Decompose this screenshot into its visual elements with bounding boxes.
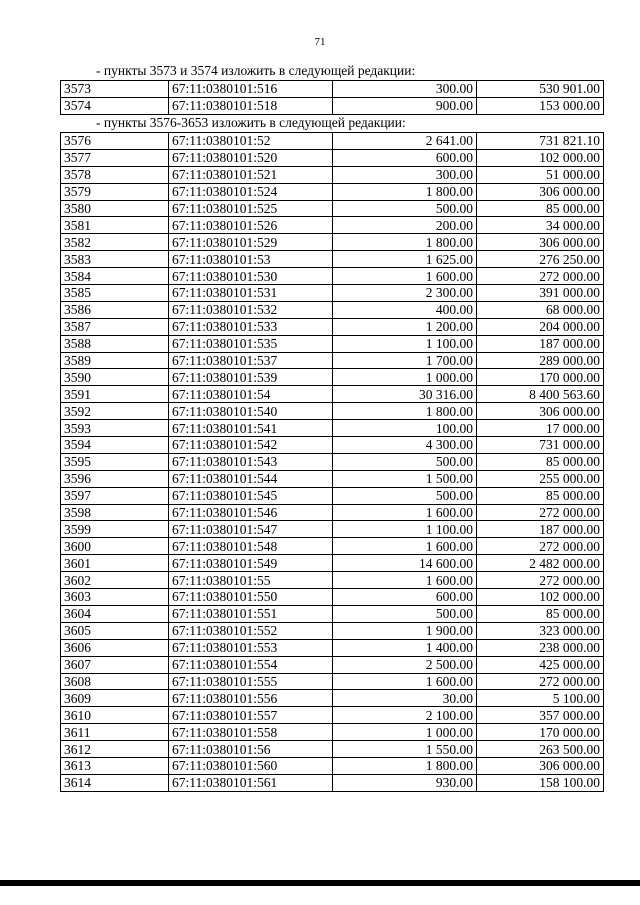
cadastral-number-cell: 67:11:0380101:552	[169, 622, 333, 639]
table-row	[61, 774, 604, 791]
value-cell: 102 000.00	[477, 149, 604, 166]
value-cell: 306 000.00	[477, 234, 604, 251]
table-row	[61, 656, 604, 673]
item-number-cell: 3576	[61, 133, 169, 150]
table-row	[61, 166, 604, 183]
cadastral-number-cell: 67:11:0380101:535	[169, 335, 333, 352]
cadastral-number-cell: 67:11:0380101:530	[169, 268, 333, 285]
cadastral-number-cell: 67:11:0380101:544	[169, 470, 333, 487]
value-cell: 8 400 563.60	[477, 386, 604, 403]
value-cell: 272 000.00	[477, 538, 604, 555]
area-cell: 900.00	[333, 97, 477, 114]
table-row	[61, 183, 604, 200]
area-cell: 930.00	[333, 774, 477, 791]
table-row	[61, 268, 604, 285]
parcel-table-3576-3653	[60, 132, 604, 792]
area-cell: 1 100.00	[333, 335, 477, 352]
table-row	[61, 133, 604, 150]
table-row	[61, 200, 604, 217]
area-cell: 1 550.00	[333, 741, 477, 758]
table-row	[61, 589, 604, 606]
cadastral-number-cell: 67:11:0380101:56	[169, 741, 333, 758]
value-cell: 306 000.00	[477, 403, 604, 420]
item-number-cell: 3593	[61, 420, 169, 437]
value-cell: 85 000.00	[477, 605, 604, 622]
item-number-cell: 3611	[61, 724, 169, 741]
item-number-cell: 3599	[61, 521, 169, 538]
amendment-intro-3573-3574: - пункты 3573 и 3574 изложить в следующей редакции:	[96, 63, 416, 78]
value-cell: 238 000.00	[477, 639, 604, 656]
table-row	[61, 470, 604, 487]
table-row	[61, 707, 604, 724]
cadastral-number-cell: 67:11:0380101:533	[169, 318, 333, 335]
table-row	[61, 217, 604, 234]
cadastral-number-cell: 67:11:0380101:557	[169, 707, 333, 724]
item-number-cell: 3588	[61, 335, 169, 352]
item-number-cell: 3592	[61, 403, 169, 420]
item-number-cell: 3601	[61, 555, 169, 572]
cadastral-number-cell: 67:11:0380101:529	[169, 234, 333, 251]
item-number-cell: 3613	[61, 757, 169, 774]
cadastral-number-cell: 67:11:0380101:532	[169, 301, 333, 318]
value-cell: 731 000.00	[477, 437, 604, 454]
area-cell: 1 900.00	[333, 622, 477, 639]
value-cell: 425 000.00	[477, 656, 604, 673]
area-cell: 1 600.00	[333, 673, 477, 690]
item-number-cell: 3587	[61, 318, 169, 335]
value-cell: 85 000.00	[477, 487, 604, 504]
area-cell: 500.00	[333, 487, 477, 504]
item-number-cell: 3577	[61, 149, 169, 166]
table-row	[61, 555, 604, 572]
cadastral-number-cell: 67:11:0380101:548	[169, 538, 333, 555]
table-row	[61, 622, 604, 639]
table-row	[61, 504, 604, 521]
value-cell: 306 000.00	[477, 183, 604, 200]
cadastral-number-cell: 67:11:0380101:516	[169, 81, 333, 98]
table-row	[61, 352, 604, 369]
value-cell: 102 000.00	[477, 589, 604, 606]
cadastral-number-cell: 67:11:0380101:53	[169, 251, 333, 268]
table-row	[61, 605, 604, 622]
table-row	[61, 453, 604, 470]
value-cell: 272 000.00	[477, 268, 604, 285]
area-cell: 1 800.00	[333, 183, 477, 200]
area-cell: 500.00	[333, 453, 477, 470]
value-cell: 272 000.00	[477, 572, 604, 589]
table-row	[61, 386, 604, 403]
table-row	[61, 149, 604, 166]
item-number-cell: 3590	[61, 369, 169, 386]
cadastral-number-cell: 67:11:0380101:561	[169, 774, 333, 791]
table-row	[61, 724, 604, 741]
value-cell: 85 000.00	[477, 200, 604, 217]
table-row	[61, 81, 604, 98]
area-cell: 1 000.00	[333, 369, 477, 386]
cadastral-number-cell: 67:11:0380101:560	[169, 757, 333, 774]
parcel-table-3573-3574	[60, 80, 604, 115]
table-row	[61, 639, 604, 656]
table-row	[61, 521, 604, 538]
area-cell: 1 700.00	[333, 352, 477, 369]
area-cell: 1 600.00	[333, 504, 477, 521]
cadastral-number-cell: 67:11:0380101:541	[169, 420, 333, 437]
area-cell: 30.00	[333, 690, 477, 707]
table-row	[61, 251, 604, 268]
item-number-cell: 3573	[61, 81, 169, 98]
area-cell: 1 100.00	[333, 521, 477, 538]
table-row	[61, 234, 604, 251]
value-cell: 34 000.00	[477, 217, 604, 234]
area-cell: 1 400.00	[333, 639, 477, 656]
item-number-cell: 3594	[61, 437, 169, 454]
value-cell: 5 100.00	[477, 690, 604, 707]
item-number-cell: 3609	[61, 690, 169, 707]
area-cell: 1 600.00	[333, 572, 477, 589]
cadastral-number-cell: 67:11:0380101:531	[169, 285, 333, 302]
cadastral-number-cell: 67:11:0380101:547	[169, 521, 333, 538]
item-number-cell: 3603	[61, 589, 169, 606]
amendment-intro-3576-3653: - пункты 3576-3653 изложить в следующей редакции:	[96, 115, 406, 130]
item-number-cell: 3591	[61, 386, 169, 403]
item-number-cell: 3595	[61, 453, 169, 470]
area-cell: 500.00	[333, 200, 477, 217]
item-number-cell: 3612	[61, 741, 169, 758]
item-number-cell: 3578	[61, 166, 169, 183]
item-number-cell: 3583	[61, 251, 169, 268]
area-cell: 30 316.00	[333, 386, 477, 403]
table-row	[61, 690, 604, 707]
area-cell: 400.00	[333, 301, 477, 318]
table-row	[61, 420, 604, 437]
table-row	[61, 369, 604, 386]
table-row	[61, 403, 604, 420]
cadastral-number-cell: 67:11:0380101:542	[169, 437, 333, 454]
cadastral-number-cell: 67:11:0380101:537	[169, 352, 333, 369]
area-cell: 4 300.00	[333, 437, 477, 454]
value-cell: 357 000.00	[477, 707, 604, 724]
value-cell: 530 901.00	[477, 81, 604, 98]
table-row	[61, 487, 604, 504]
item-number-cell: 3580	[61, 200, 169, 217]
value-cell: 187 000.00	[477, 521, 604, 538]
value-cell: 153 000.00	[477, 97, 604, 114]
value-cell: 204 000.00	[477, 318, 604, 335]
item-number-cell: 3597	[61, 487, 169, 504]
area-cell: 600.00	[333, 589, 477, 606]
cadastral-number-cell: 67:11:0380101:549	[169, 555, 333, 572]
value-cell: 51 000.00	[477, 166, 604, 183]
cadastral-number-cell: 67:11:0380101:551	[169, 605, 333, 622]
area-cell: 1 000.00	[333, 724, 477, 741]
item-number-cell: 3584	[61, 268, 169, 285]
item-number-cell: 3589	[61, 352, 169, 369]
cadastral-number-cell: 67:11:0380101:526	[169, 217, 333, 234]
value-cell: 68 000.00	[477, 301, 604, 318]
cadastral-number-cell: 67:11:0380101:525	[169, 200, 333, 217]
footer-rule	[0, 880, 640, 886]
item-number-cell: 3610	[61, 707, 169, 724]
table-row	[61, 538, 604, 555]
area-cell: 14 600.00	[333, 555, 477, 572]
value-cell: 158 100.00	[477, 774, 604, 791]
area-cell: 2 641.00	[333, 133, 477, 150]
area-cell: 200.00	[333, 217, 477, 234]
table-row	[61, 673, 604, 690]
value-cell: 85 000.00	[477, 453, 604, 470]
table-row	[61, 741, 604, 758]
cadastral-number-cell: 67:11:0380101:543	[169, 453, 333, 470]
item-number-cell: 3604	[61, 605, 169, 622]
item-number-cell: 3581	[61, 217, 169, 234]
table-row	[61, 572, 604, 589]
area-cell: 1 800.00	[333, 234, 477, 251]
area-cell: 100.00	[333, 420, 477, 437]
value-cell: 731 821.10	[477, 133, 604, 150]
item-number-cell: 3600	[61, 538, 169, 555]
item-number-cell: 3586	[61, 301, 169, 318]
area-cell: 1 800.00	[333, 403, 477, 420]
item-number-cell: 3602	[61, 572, 169, 589]
area-cell: 300.00	[333, 166, 477, 183]
cadastral-number-cell: 67:11:0380101:524	[169, 183, 333, 200]
item-number-cell: 3605	[61, 622, 169, 639]
area-cell: 2 500.00	[333, 656, 477, 673]
value-cell: 255 000.00	[477, 470, 604, 487]
value-cell: 272 000.00	[477, 504, 604, 521]
value-cell: 323 000.00	[477, 622, 604, 639]
table-row	[61, 301, 604, 318]
area-cell: 1 500.00	[333, 470, 477, 487]
value-cell: 306 000.00	[477, 757, 604, 774]
value-cell: 391 000.00	[477, 285, 604, 302]
cadastral-number-cell: 67:11:0380101:554	[169, 656, 333, 673]
item-number-cell: 3608	[61, 673, 169, 690]
cadastral-number-cell: 67:11:0380101:546	[169, 504, 333, 521]
area-cell: 1 600.00	[333, 538, 477, 555]
item-number-cell: 3607	[61, 656, 169, 673]
value-cell: 2 482 000.00	[477, 555, 604, 572]
cadastral-number-cell: 67:11:0380101:520	[169, 149, 333, 166]
cadastral-number-cell: 67:11:0380101:54	[169, 386, 333, 403]
cadastral-number-cell: 67:11:0380101:52	[169, 133, 333, 150]
cadastral-number-cell: 67:11:0380101:55	[169, 572, 333, 589]
item-number-cell: 3582	[61, 234, 169, 251]
area-cell: 1 200.00	[333, 318, 477, 335]
item-number-cell: 3579	[61, 183, 169, 200]
area-cell: 1 625.00	[333, 251, 477, 268]
item-number-cell: 3596	[61, 470, 169, 487]
value-cell: 170 000.00	[477, 369, 604, 386]
cadastral-number-cell: 67:11:0380101:550	[169, 589, 333, 606]
value-cell: 276 250.00	[477, 251, 604, 268]
table-row	[61, 757, 604, 774]
table-row	[61, 97, 604, 114]
table-row	[61, 285, 604, 302]
table-row	[61, 335, 604, 352]
value-cell: 170 000.00	[477, 724, 604, 741]
cadastral-number-cell: 67:11:0380101:518	[169, 97, 333, 114]
cadastral-number-cell: 67:11:0380101:553	[169, 639, 333, 656]
cadastral-number-cell: 67:11:0380101:521	[169, 166, 333, 183]
area-cell: 600.00	[333, 149, 477, 166]
value-cell: 272 000.00	[477, 673, 604, 690]
cadastral-number-cell: 67:11:0380101:540	[169, 403, 333, 420]
item-number-cell: 3614	[61, 774, 169, 791]
cadastral-number-cell: 67:11:0380101:558	[169, 724, 333, 741]
value-cell: 17 000.00	[477, 420, 604, 437]
value-cell: 289 000.00	[477, 352, 604, 369]
area-cell: 1 600.00	[333, 268, 477, 285]
table-row	[61, 437, 604, 454]
cadastral-number-cell: 67:11:0380101:555	[169, 673, 333, 690]
table-row	[61, 318, 604, 335]
item-number-cell: 3585	[61, 285, 169, 302]
item-number-cell: 3574	[61, 97, 169, 114]
value-cell: 263 500.00	[477, 741, 604, 758]
area-cell: 2 300.00	[333, 285, 477, 302]
item-number-cell: 3606	[61, 639, 169, 656]
area-cell: 2 100.00	[333, 707, 477, 724]
cadastral-number-cell: 67:11:0380101:545	[169, 487, 333, 504]
area-cell: 300.00	[333, 81, 477, 98]
value-cell: 187 000.00	[477, 335, 604, 352]
cadastral-number-cell: 67:11:0380101:556	[169, 690, 333, 707]
item-number-cell: 3598	[61, 504, 169, 521]
area-cell: 1 800.00	[333, 757, 477, 774]
cadastral-number-cell: 67:11:0380101:539	[169, 369, 333, 386]
area-cell: 500.00	[333, 605, 477, 622]
page-number: 71	[314, 36, 326, 48]
